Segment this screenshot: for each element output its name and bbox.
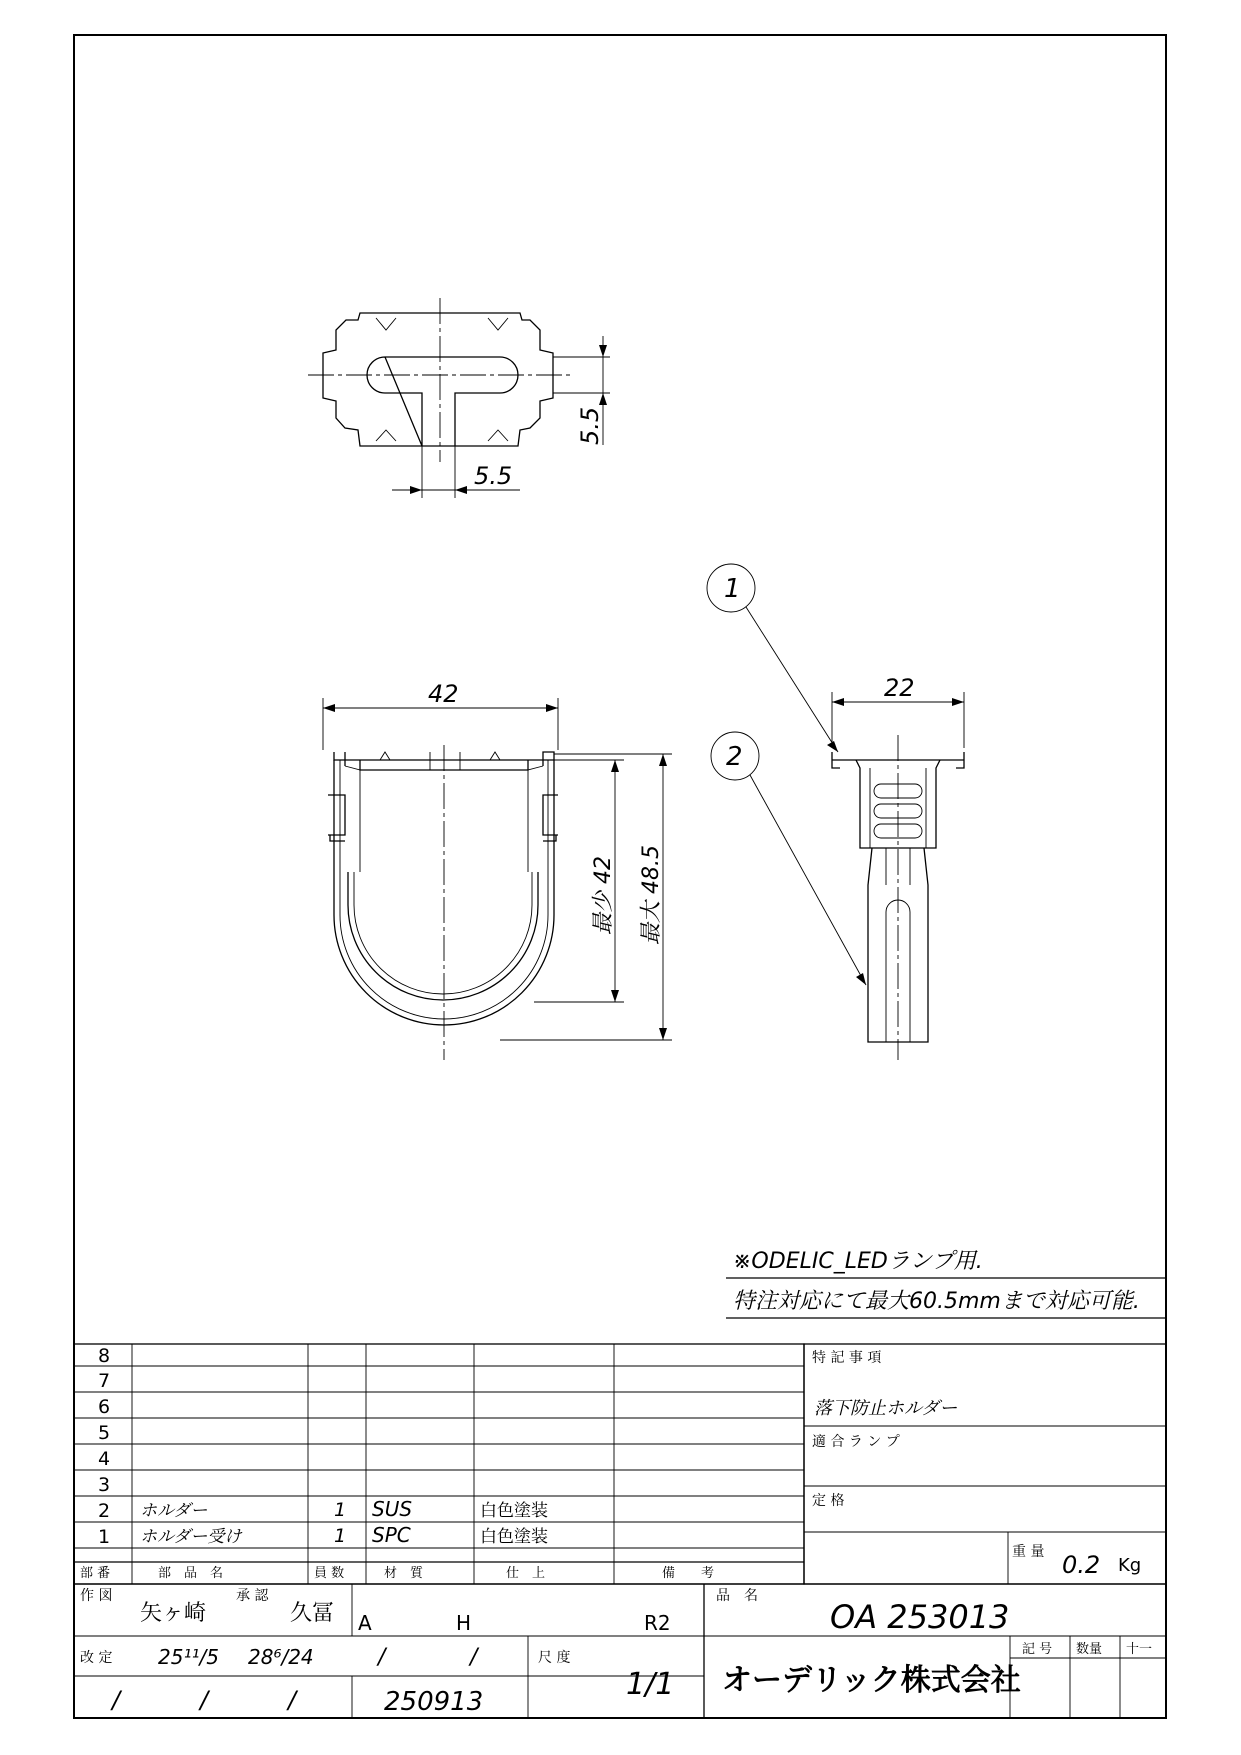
approved-label: 承 認 [236,1588,269,1604]
approved-by: 久冨 [290,1601,335,1626]
row-number: 5 [98,1422,111,1444]
date-code: 250913 [384,1687,484,1717]
code-a: A [358,1611,372,1635]
extra-label: 十一 [1126,1642,1153,1657]
header-finish: 仕 上 [506,1566,546,1581]
weight-value: 0.2 [1062,1551,1101,1579]
notes-value: 落下防止ホルダー [814,1398,958,1419]
slash-mark: / [200,1686,209,1714]
title-panel-grid [804,1344,1166,1584]
scale-label: 尺 度 [538,1650,571,1666]
code-h: H [456,1611,472,1635]
notes-label: 特 記 事 項 [812,1350,882,1366]
front-view [323,698,672,1060]
part-finish: 白色塗装 [480,1501,548,1521]
dim-max-height: 最大 48.5 [639,845,664,945]
header-material: 材 質 [384,1566,424,1581]
note-lamp: ※ODELIC_LEDランプ用. [733,1249,983,1274]
product-value: OA 253013 [830,1598,1010,1636]
dim-side-width: 22 [884,674,915,702]
part-finish: 白色塗装 [480,1527,548,1547]
revision-2: 28⁶/24 [248,1645,314,1669]
product-label: 品 名 [716,1588,758,1604]
slash-mark: / [470,1645,478,1670]
slash-mark: / [112,1686,121,1714]
revision-label: 改 定 [80,1650,113,1666]
part-qty: 1 [334,1525,347,1547]
dim-top-width: 5.5 [474,462,513,490]
rating-label: 定 格 [812,1493,845,1509]
part-qty: 1 [334,1499,347,1521]
quantity-label: 数量 [1076,1642,1103,1657]
part-name: ホルダー [140,1501,208,1521]
scale-value: 1/1 [626,1667,675,1702]
side-view [707,564,964,1060]
sheet-border [74,35,1166,1718]
row-number: 3 [98,1474,111,1496]
lamp-label: 適 合 ラ ン プ [812,1434,900,1450]
header-remarks: 備 考 [662,1566,715,1581]
balloon-1: 1 [724,574,741,604]
company-name: オーデリック株式会社 [722,1663,1021,1698]
header-no: 部 番 [80,1566,111,1581]
header-qty: 員 数 [314,1566,345,1581]
row-number: 8 [98,1345,111,1367]
dim-min-height: 最少 42 [591,856,616,935]
dim-front-width: 42 [428,680,459,708]
dim-top-height: 5.5 [576,406,604,445]
row-number: 4 [98,1448,111,1470]
header-name: 部 品 名 [158,1566,224,1581]
slash-mark: / [378,1645,386,1670]
part-name: ホルダー受け [140,1527,242,1547]
drawn-label: 作 図 [80,1588,113,1604]
note-custom: 特注対応にて最大60.5mmまで対応可能. [733,1289,1140,1314]
revision-1: 25¹¹/5 [158,1645,219,1669]
row-number: 6 [98,1396,111,1418]
weight-label: 重 量 [1012,1544,1045,1560]
drawn-by: 矢ヶ崎 [140,1601,207,1626]
row-number: 7 [98,1370,111,1392]
weight-unit: Kg [1118,1555,1142,1576]
part-material: SPC [372,1523,411,1547]
symbol-label: 記 号 [1022,1642,1053,1657]
row-number: 2 [98,1500,111,1522]
slash-mark: / [288,1686,297,1714]
code-r: R2 [644,1611,671,1635]
parts-list-grid [74,1344,804,1584]
row-number: 1 [98,1526,111,1548]
balloon-2: 2 [726,742,743,772]
part-material: SUS [372,1497,413,1521]
top-view [308,298,610,498]
